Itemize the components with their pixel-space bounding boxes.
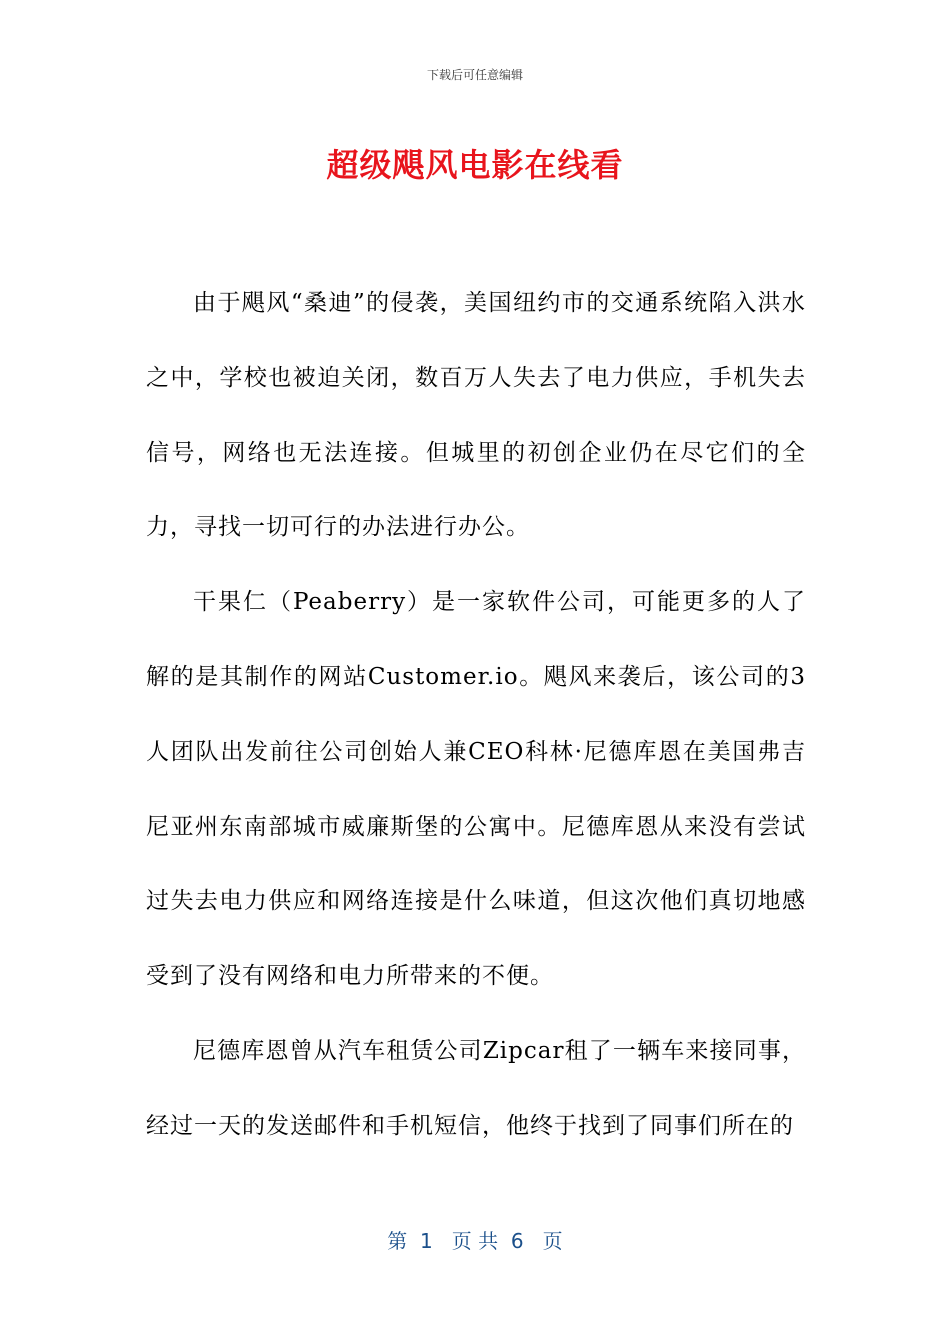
document-title: 超级飓风电影在线看 [326, 146, 624, 184]
paragraph-3: 尼德库恩曾从汽车租赁公司Zipcar租了一辆车来接同事，经过一天的发送邮件和手机短信，他终于找到了同事们所在的 [146, 1037, 806, 1139]
document-body [146, 266, 806, 1164]
page-number-footer: 第 1 页 共 6 页 [387, 1229, 563, 1253]
header-note: 下载后可任意编辑 [426, 68, 523, 82]
paragraph-2: 干果仁（Peaberry）是一家软件公司，可能更多的人了解的是其制作的网站Customer.io。飓风来袭后，该公司的3人团队出发前往公司创始人兼CEO科林·尼德库恩在美国弗吉尼亚州东南部城市威廉斯堡的公寓中。尼德库恩从来没有尝试过失去电力供应和网络连接是什么味道，但这次他们真切地感受到了没有网络和电力所带来的不便。 [146, 589, 806, 990]
paragraph-1: 由于飓风“桑迪”的侵袭，美国纽约市的交通系统陷入洪水之中，学校也被迫关闭，数百万人失去了电力供应，手机失去信号，网络也无法连接。但城里的初创企业仍在尽它们的全力，寻找一切可行的办法进行办公。 [146, 290, 806, 541]
